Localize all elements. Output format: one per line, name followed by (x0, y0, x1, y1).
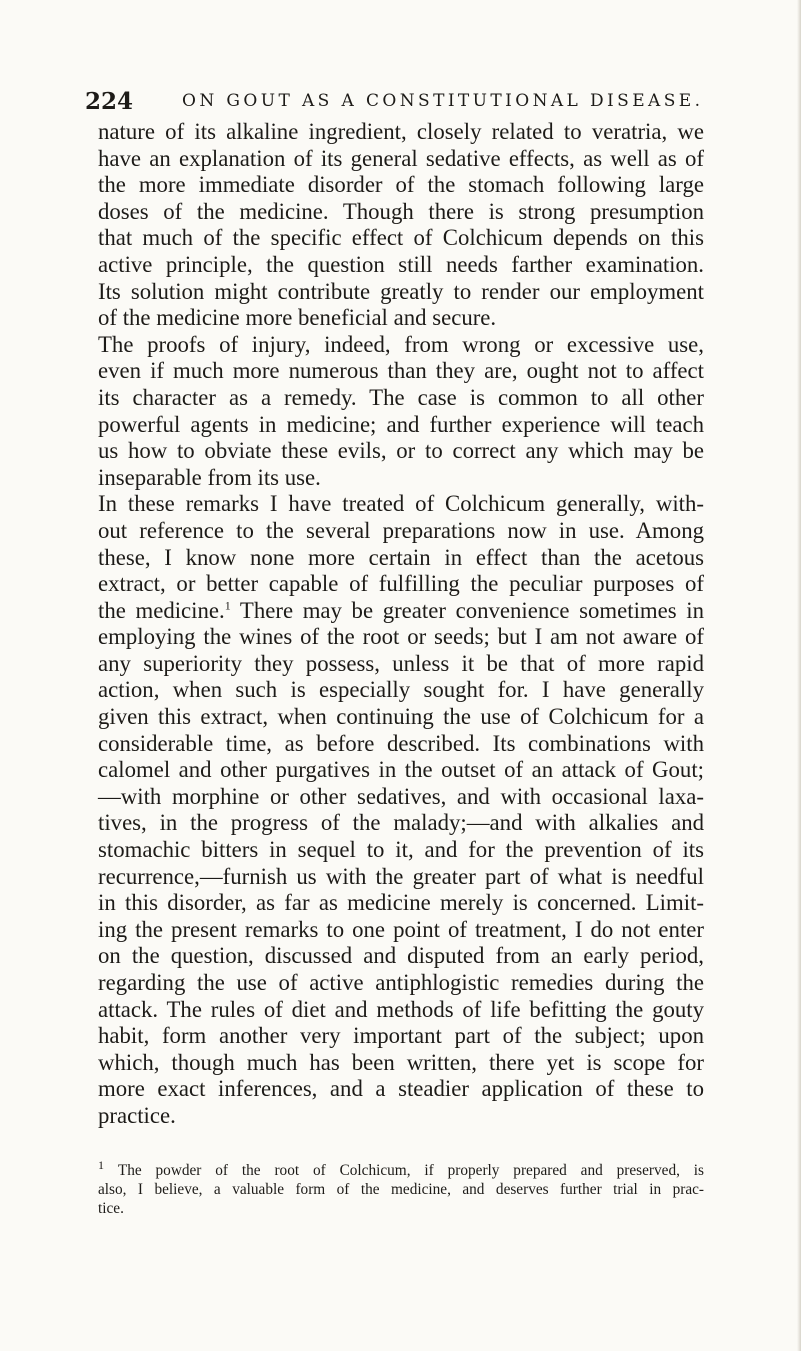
footnote-line: also, I believe, a valuable form of the medicine, and deserves further trial in prac- (98, 1181, 704, 1198)
text-line: given this extract, when continuing the use of Colchicum for a (98, 704, 704, 730)
text-line: any superiority they possess, unless it be that of more rapid (98, 650, 704, 676)
text-line: recurrence,—furnish us with the greater part of what is needful (98, 863, 704, 889)
text-line: stomachic bitters in sequel to it, and for the prevention of its (98, 837, 704, 863)
text-line: out reference to the several preparations now in use. Among (98, 517, 704, 543)
text-line: that much of the specific effect of Colchicum depends on this (98, 225, 704, 251)
body-text (98, 119, 704, 1130)
text-line: inseparable from its use. (98, 464, 321, 490)
text-line: employing the wines of the root or seeds; but I am not aware of (98, 624, 704, 650)
text-line: of the medicine more beneficial and secure. (98, 305, 497, 331)
page-edge-shadow (797, 0, 801, 1351)
text-line-with-footnote (98, 598, 704, 625)
text-line: even if much more numerous than they are, ought not to affect (98, 358, 704, 384)
text-line: its character as a remedy. The case is common to all other (98, 384, 704, 410)
text-line: In these remarks I have treated of Colchicum generally, with- (98, 491, 704, 517)
footnote-marker: 1 (98, 1157, 104, 1172)
text-line: The proofs of injury, indeed, from wrong or excessive use, (98, 331, 704, 357)
text-line: attack. The rules of diet and methods of life befitting the gouty (98, 996, 704, 1022)
text-line: active principle, the question still needs farther examination. (98, 251, 704, 277)
text-line: on the question, discussed and disputed from an early period, (98, 943, 704, 969)
text-line: doses of the medicine. Though there is strong presumption (98, 198, 704, 224)
page-number: 224 (85, 88, 134, 115)
footnote (98, 1157, 704, 1218)
text-line: have an explanation of its general sedative effects, as well as of (98, 145, 704, 171)
text-segment: the medicine. (98, 597, 225, 623)
text-line: powerful agents in medicine; and further experience will teach (98, 411, 704, 437)
footnote-reference: 1 (224, 598, 231, 613)
text-line: calomel and other purgatives in the outset of an attack of Gout; (98, 757, 704, 783)
page-header (85, 88, 705, 118)
text-line: habit, form another very important part of the subject; upon (98, 1023, 704, 1049)
text-line: considerable time, as before described. Its combinations with (98, 730, 704, 756)
text-line: tives, in the progress of the malady;—and with alkalies and (98, 810, 704, 836)
text-line: more exact inferences, and a steadier application of these to (98, 1076, 704, 1102)
running-title: ON GOUT AS A CONSTITUTIONAL DISEASE. (182, 91, 704, 111)
text-line: regarding the use of active antiphlogistic remedies during the (98, 970, 704, 995)
text-line: which, though much has been written, there yet is scope for (98, 1049, 704, 1075)
text-line: in this disorder, as far as medicine merely is concerned. Limit- (98, 890, 704, 916)
footnote-line: tice. (98, 1200, 124, 1217)
footnote-line (98, 1157, 704, 1180)
text-line: the more immediate disorder of the stomach following large (98, 172, 704, 198)
text-line: these, I know none more certain in effect than the acetous (98, 544, 704, 570)
text-line: —with morphine or other sedatives, and with occasional laxa- (98, 783, 704, 809)
text-line: extract, or better capable of fulfilling the peculiar purposes of (98, 571, 704, 597)
text-line: us how to obviate these evils, or to correct any which may be (98, 438, 704, 464)
text-line: Its solution might contribute greatly to render our employment (98, 278, 704, 304)
text-line: practice. (98, 1102, 176, 1128)
footnote-text: The powder of the root of Colchicum, if properly prepared and preserved, is (117, 1162, 704, 1179)
text-line: action, when such is especially sought for. I have generally (98, 677, 704, 703)
text-line: ing the present remarks to one point of treatment, I do not enter (98, 916, 704, 942)
text-segment: There may be greater convenience sometimes in (230, 597, 704, 623)
text-line: nature of its alkaline ingredient, closely related to veratria, we (98, 119, 704, 144)
